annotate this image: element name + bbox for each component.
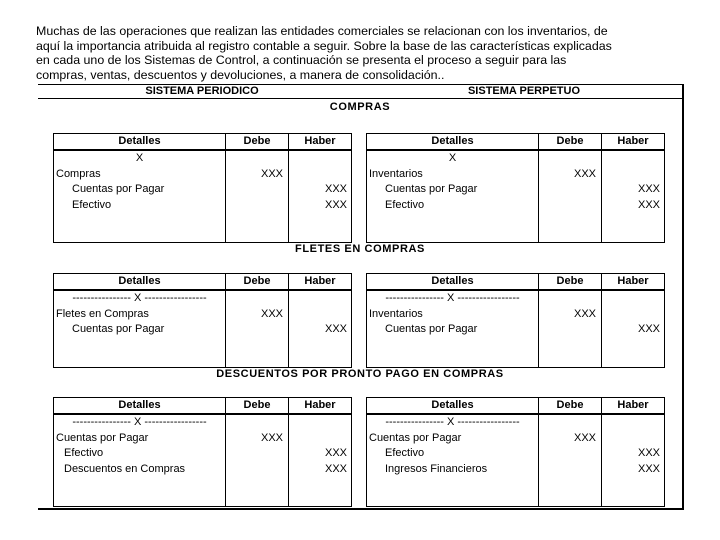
col-haber-header: Haber — [304, 135, 336, 147]
entry-debe — [226, 462, 283, 477]
entry-marker: ---------------- X ----------------- — [385, 292, 520, 304]
entry-detalle: Cuentas por Pagar — [369, 432, 462, 444]
entry-debe — [226, 182, 283, 197]
entry-detalle: Efectivo — [64, 447, 104, 459]
entry-debe: XXX — [260, 308, 283, 320]
entry-detalle: Efectivo — [385, 199, 425, 211]
entry-detalle: Efectivo — [385, 447, 425, 459]
entry-detalle: Cuentas por Pagar — [385, 183, 478, 195]
ledger-table-perpetuo — [366, 133, 665, 243]
entry-detalle: Inventarios — [369, 168, 423, 180]
entry-haber: XXX — [324, 447, 347, 459]
entry-haber: XXX — [637, 463, 660, 475]
col-haber-header: Haber — [617, 399, 649, 411]
col-debe-header: Debe — [243, 399, 271, 411]
ledger-table-periodico — [53, 273, 352, 368]
entry-marker: ---------------- X ----------------- — [72, 416, 207, 428]
entry-debe — [539, 446, 596, 461]
entry-haber — [289, 307, 347, 322]
intro-line: compras, ventas, descuentos y devoluciones, a manera de consolidación.. — [36, 67, 445, 82]
intro-paragraph — [36, 24, 664, 82]
col-debe-header: Debe — [556, 399, 584, 411]
entry-haber — [602, 307, 660, 322]
table-header — [367, 274, 664, 291]
entry-marker: ---------------- X ----------------- — [385, 416, 520, 428]
col-detalles-header: Detalles — [431, 135, 474, 147]
entry-haber: XXX — [324, 323, 347, 335]
table-header — [54, 134, 351, 151]
ledger-table-perpetuo — [366, 273, 665, 368]
entry-detalle: Fletes en Compras — [56, 308, 149, 320]
entry-detalle: Cuentas por Pagar — [72, 323, 165, 335]
entry-debe — [539, 182, 596, 197]
entry-marker: ---------------- X ----------------- — [72, 292, 207, 304]
entry-debe — [539, 322, 596, 337]
entry-haber: XXX — [637, 447, 660, 459]
entry-debe — [539, 462, 596, 477]
header-divider — [38, 98, 682, 99]
comparison-frame — [38, 84, 684, 510]
col-debe-header: Debe — [556, 135, 584, 147]
entry-marker: X — [448, 152, 457, 164]
col-haber-header: Haber — [617, 275, 649, 287]
entry-detalle: Ingresos Financieros — [385, 463, 488, 475]
entry-detalle: Compras — [56, 168, 101, 180]
section-title-compras: COMPRAS — [329, 101, 391, 113]
entry-debe: XXX — [260, 168, 283, 180]
entry-debe — [226, 446, 283, 461]
entry-debe — [539, 198, 596, 213]
section-title-descuentos-pronto-pago: DESCUENTOS POR PRONTO PAGO EN COMPRAS — [216, 368, 504, 380]
entry-detalle: Descuentos en Compras — [64, 463, 186, 475]
col-haber-header: Haber — [617, 135, 649, 147]
entry-haber — [289, 431, 347, 446]
col-debe-header: Debe — [243, 275, 271, 287]
col-detalles-header: Detalles — [431, 275, 474, 287]
entry-haber: XXX — [637, 323, 660, 335]
header-sistema-periodico: SISTEMA PERIODICO — [145, 85, 259, 97]
entry-haber — [289, 167, 347, 182]
entry-haber: XXX — [324, 199, 347, 211]
entry-debe: XXX — [573, 432, 596, 444]
entry-haber: XXX — [324, 183, 347, 195]
entry-detalle: Efectivo — [72, 199, 112, 211]
ledger-table-perpetuo — [366, 397, 665, 507]
entry-marker: X — [135, 152, 144, 164]
table-header — [367, 398, 664, 415]
entry-debe — [226, 198, 283, 213]
col-detalles-header: Detalles — [118, 275, 161, 287]
table-header — [367, 134, 664, 151]
entry-debe: XXX — [260, 432, 283, 444]
col-detalles-header: Detalles — [118, 135, 161, 147]
entry-haber — [602, 167, 660, 182]
entry-detalle: Cuentas por Pagar — [56, 432, 149, 444]
col-detalles-header: Detalles — [431, 399, 474, 411]
ledger-table-periodico — [53, 397, 352, 507]
ledger-table-periodico — [53, 133, 352, 243]
header-sistema-perpetuo: SISTEMA PERPETUO — [467, 85, 581, 97]
col-detalles-header: Detalles — [118, 399, 161, 411]
entry-haber: XXX — [637, 199, 660, 211]
entry-debe: XXX — [573, 168, 596, 180]
entry-detalle: Inventarios — [369, 308, 423, 320]
table-header — [54, 398, 351, 415]
entry-haber: XXX — [324, 463, 347, 475]
entry-debe: XXX — [573, 308, 596, 320]
intro-line: Muchas de las operaciones que realizan las entidades comerciales se relacionan con los inventarios, de — [36, 24, 608, 38]
entry-haber — [602, 431, 660, 446]
entry-detalle: Cuentas por Pagar — [385, 323, 478, 335]
col-haber-header: Haber — [304, 275, 336, 287]
entry-debe — [226, 322, 283, 337]
col-haber-header: Haber — [304, 399, 336, 411]
intro-line: aquí la importancia atribuida al registro contable a seguir. Sobre la base de las características explicadas — [36, 38, 612, 53]
intro-line: en cada uno de los Sistemas de Control, a continuación se presenta el proceso a seguir para las — [36, 53, 567, 68]
entry-detalle: Cuentas por Pagar — [72, 183, 165, 195]
table-header — [54, 274, 351, 291]
col-debe-header: Debe — [243, 135, 271, 147]
col-debe-header: Debe — [556, 275, 584, 287]
entry-haber: XXX — [637, 183, 660, 195]
section-title-fletes-en-compras: FLETES EN COMPRAS — [295, 243, 425, 255]
